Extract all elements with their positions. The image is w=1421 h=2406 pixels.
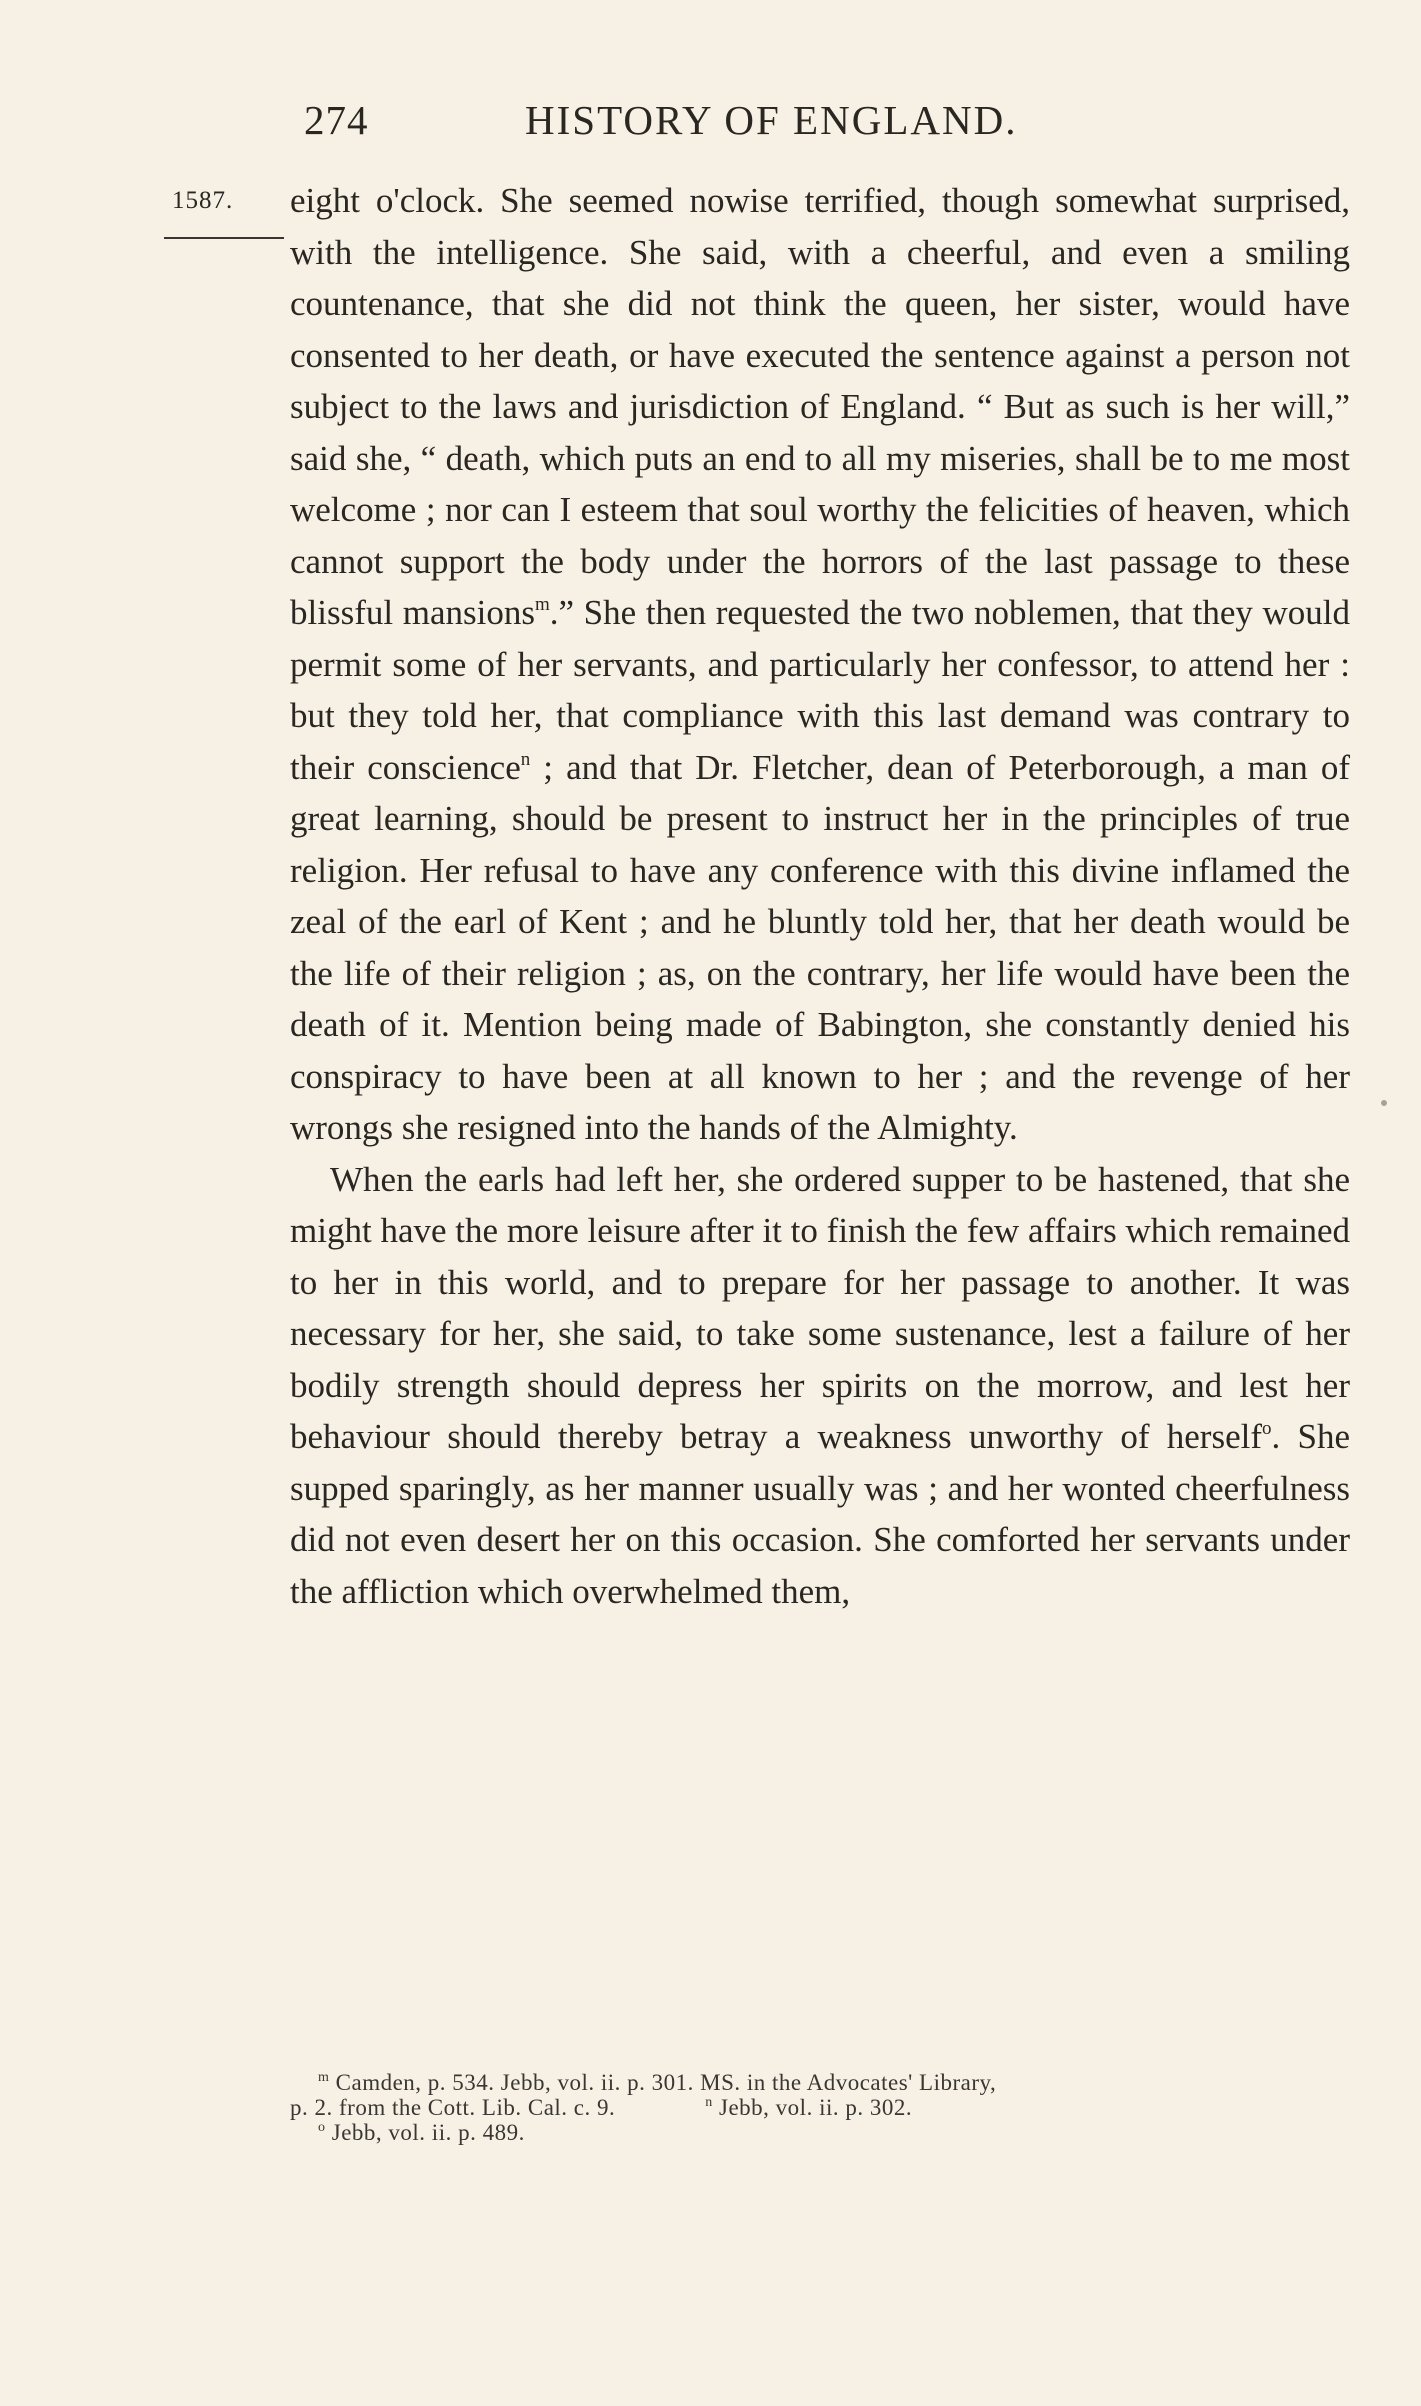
footnotes — [290, 2070, 1350, 2145]
footnote-text: p. 2. from the Cott. Lib. Cal. c. 9. — [290, 2095, 616, 2120]
text-span: .” She then requested the two noblemen, that they would permit some of her servants, and particularly her confessor, to attend her : but they told her, that compliance with this last demand was contrary to their conscience — [290, 593, 1350, 787]
footnote-mark-m: m — [318, 2070, 330, 2085]
footnote-ref-n: n — [520, 748, 531, 770]
footnote-continuation — [290, 2095, 1350, 2120]
footnote-text: Jebb, vol. ii. p. 489. — [325, 2120, 525, 2145]
running-head — [290, 96, 1350, 152]
footnote-mark-o: o — [318, 2120, 326, 2135]
text-span: ; and that Dr. Fletcher, dean of Peterborough, a man of great learning, should be present to instruct her in the principles of true religion. Her refusal to have any conference with this divine inflamed the zeal of the earl of Kent ; and he bluntly told her, that her death would be the life of their religion ; as, on the contrary, her life would have been the death of it. Mention being made of Babington, she constantly denied his conspiracy to have been at all known to her ; and the revenge of her wrongs she resigned into the hands of the Almighty. — [290, 747, 1350, 1147]
footnote-ref-m: m — [534, 594, 550, 615]
body-text — [290, 175, 1350, 1617]
text-span: When the earls had left her, she ordered supper to be hastened, that she might have the more leisure after it to finish the few affairs which remained to her in this world, and to prepare for her passage to another. It was necessary for her, she said, to take some sustenance, lest a failure of her bodily strength should depress her spirits on the morrow, and lest her behaviour should thereby betray a weakness unworthy of herself — [290, 1159, 1350, 1456]
margin-rule — [164, 237, 284, 239]
footnote-text: Camden, p. 534. Jebb, vol. ii. p. 301. MS. in the Advocates' Library, — [329, 2070, 997, 2095]
footnote-ref-o: o — [1261, 1418, 1272, 1439]
footnote-o — [290, 2120, 1350, 2145]
footnote-m — [290, 2070, 1350, 2095]
paragraph-1 — [290, 175, 1350, 1154]
text-span: eight o'clock. She seemed nowise terrified, though somewhat surprised, with the intelligence. She said, with a cheerful, and even a smiling countenance, that she did not think the queen, her sister, would have consented to her death, or have executed the sentence against a person not subject to the laws and jurisdiction of England. “ But as such is her will,” said she, “ death, which puts an end to all my miseries, shall be to me most welcome ; nor can I esteem that soul worthy the felicities of heaven, which cannot support the body under the horrors of the last passage to these blissful mansions — [290, 181, 1350, 632]
margin-year: 1587. — [172, 187, 234, 214]
footnote-text: Jebb, vol. ii. p. 302. — [712, 2095, 913, 2120]
running-title: HISTORY OF ENGLAND. — [525, 97, 1018, 143]
page-number: 274 — [304, 97, 369, 143]
text-span: . She supped sparingly, as her manner usually was ; and her wonted cheerfulness did not even desert her on this occasion. She comforted her servants under the affliction which overwhelmed them, — [290, 1417, 1350, 1611]
paragraph-2 — [290, 1154, 1350, 1618]
paper-speck — [1381, 1100, 1387, 1106]
footnote-mark-n: n — [705, 2095, 713, 2110]
